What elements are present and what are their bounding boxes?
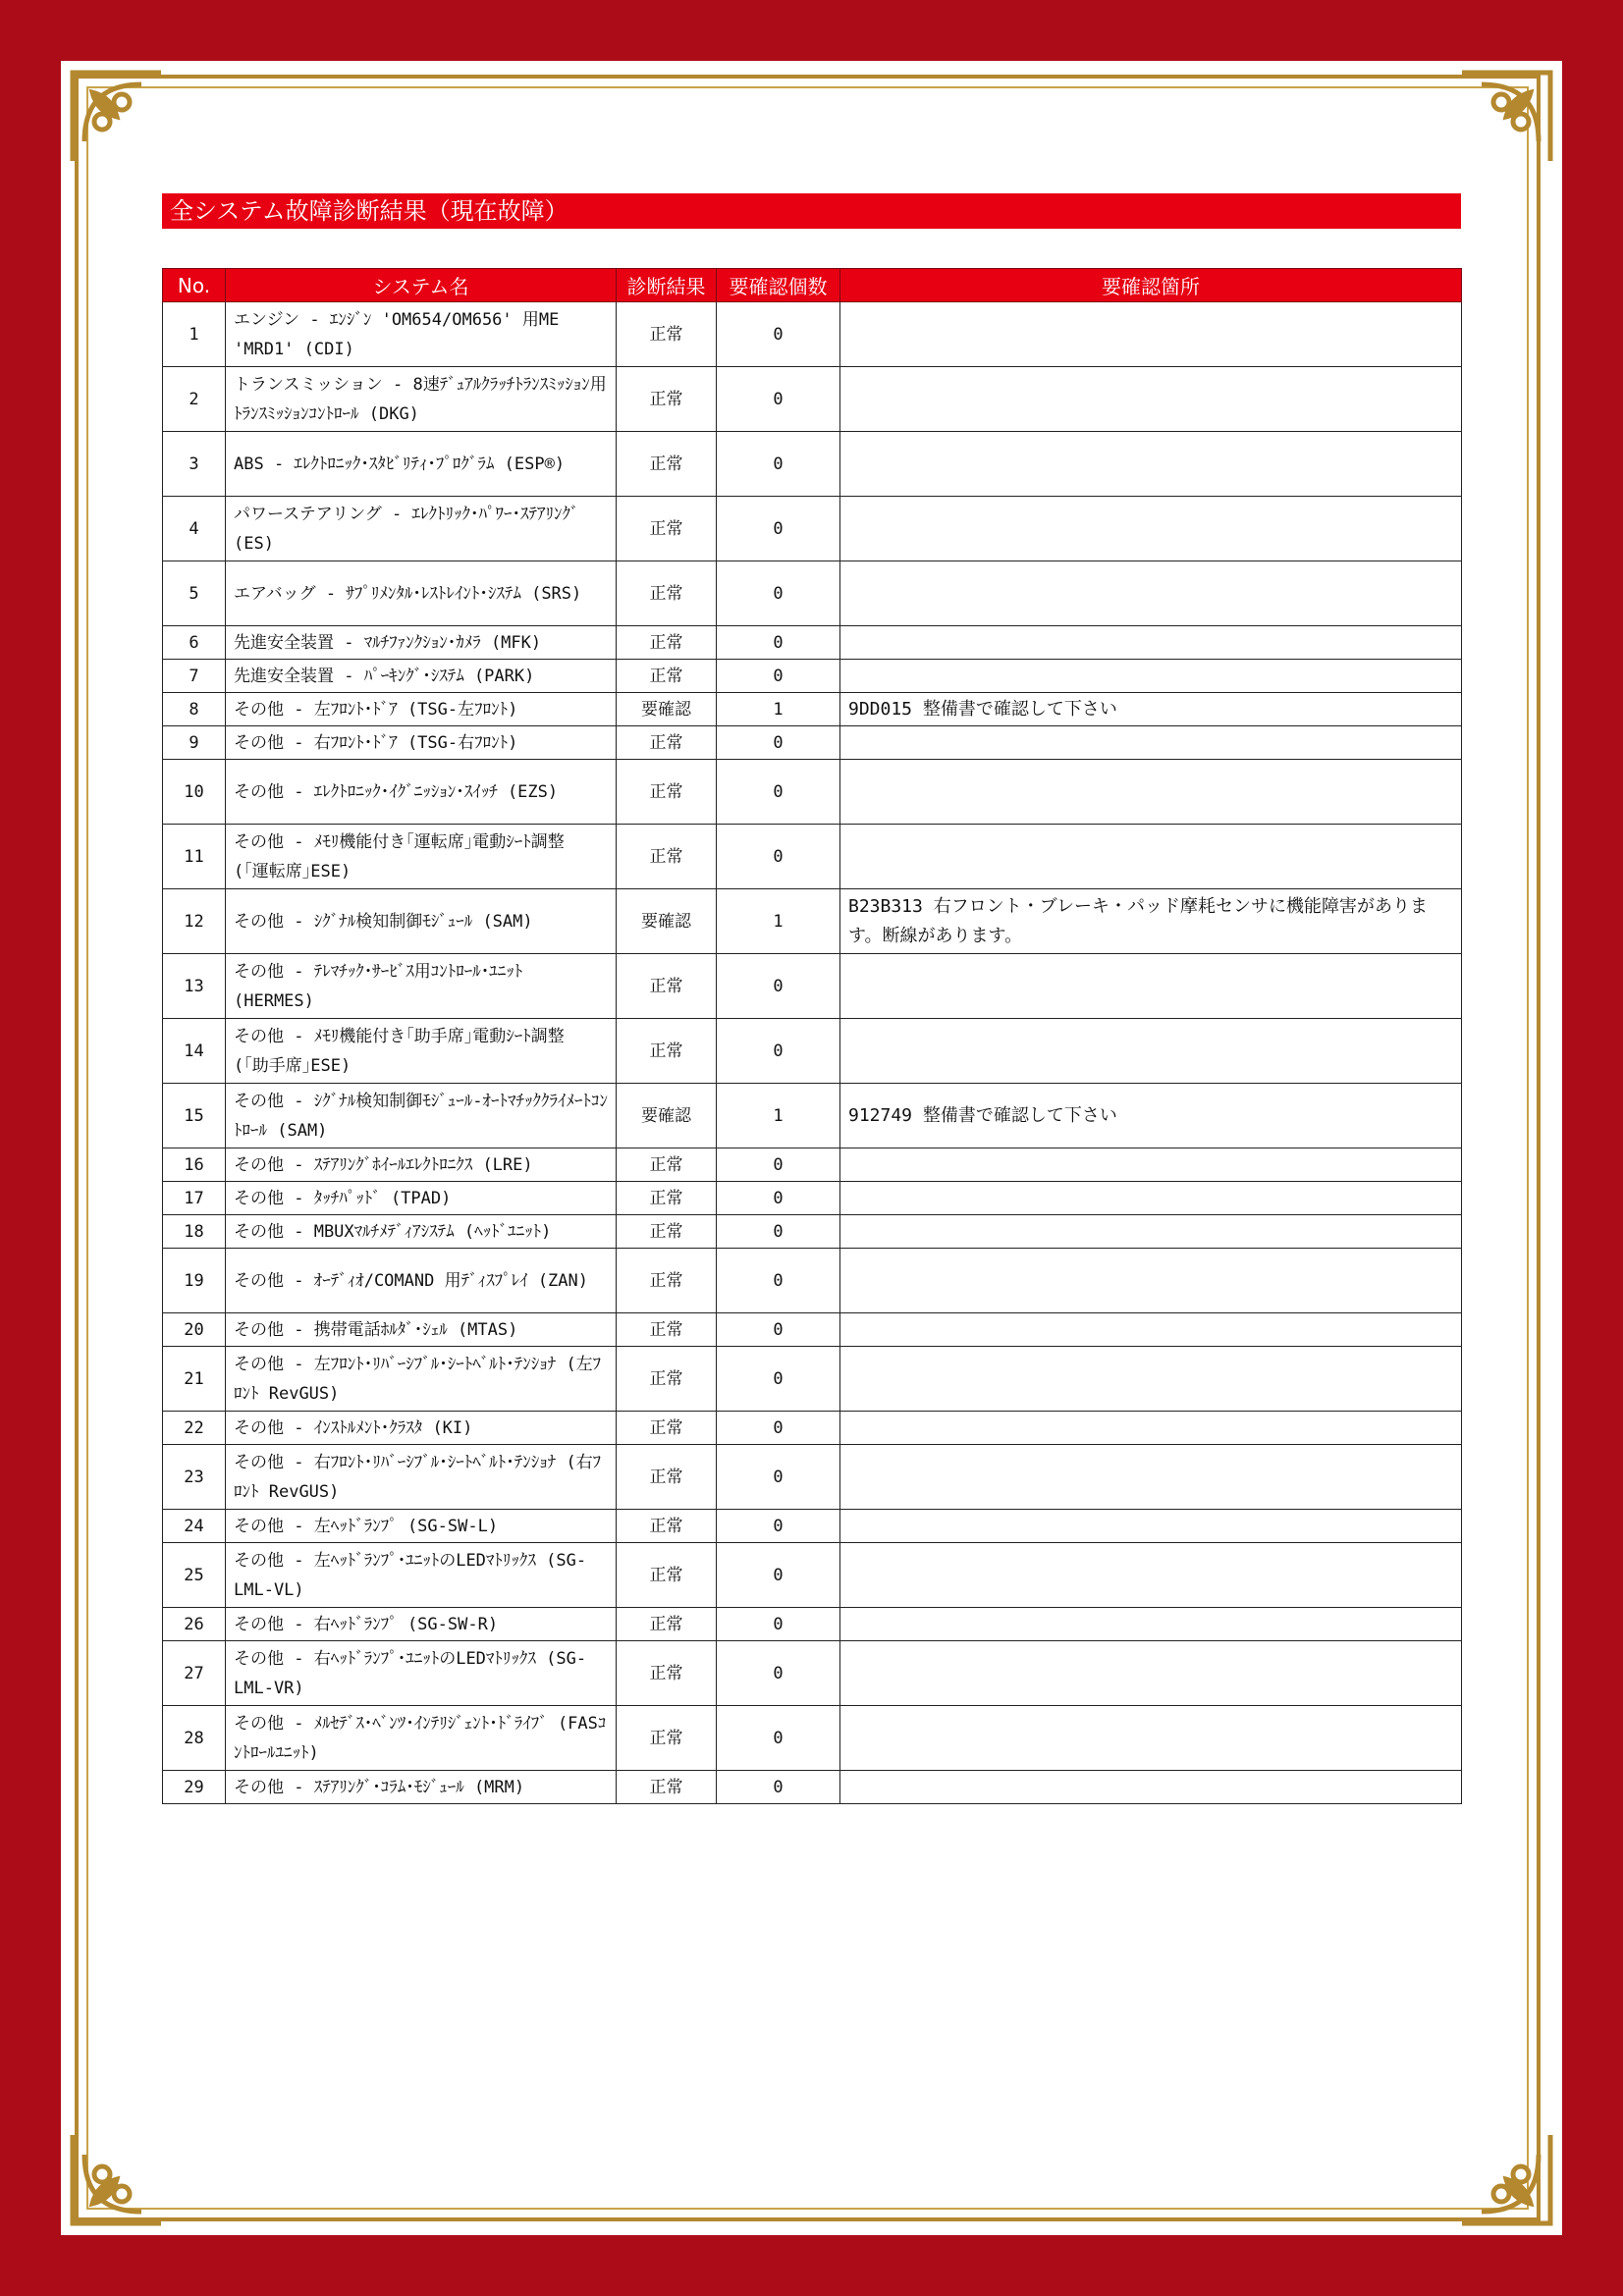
check-location: B23B313 右フロント・ブレーキ・パッド摩耗センサに機能障害があります。断線があります。 bbox=[840, 889, 1462, 954]
diagnosis-table bbox=[162, 268, 1462, 1804]
table-row bbox=[163, 1771, 1462, 1804]
column-header-result: 診断結果 bbox=[617, 269, 717, 302]
diagnosis-result: 正常 bbox=[617, 1019, 717, 1084]
check-count: 0 bbox=[717, 302, 840, 367]
check-location bbox=[840, 660, 1462, 693]
check-location bbox=[840, 1182, 1462, 1215]
row-number: 8 bbox=[163, 693, 226, 726]
system-name: その他 - ｽﾃｱﾘﾝｸﾞﾎｲｰﾙｴﾚｸﾄﾛﾆｸｽ (LRE) bbox=[226, 1148, 617, 1182]
check-count: 0 bbox=[717, 1148, 840, 1182]
row-number: 14 bbox=[163, 1019, 226, 1084]
check-count: 0 bbox=[717, 1347, 840, 1412]
check-location bbox=[840, 1510, 1462, 1543]
system-name: その他 - 携帯電話ﾎﾙﾀﾞ･ｼｪﾙ (MTAS) bbox=[226, 1313, 617, 1347]
row-number: 11 bbox=[163, 825, 226, 889]
check-count: 0 bbox=[717, 1412, 840, 1445]
row-number: 24 bbox=[163, 1510, 226, 1543]
check-count: 0 bbox=[717, 626, 840, 660]
table-row bbox=[163, 660, 1462, 693]
table-row bbox=[163, 889, 1462, 954]
table-row bbox=[163, 561, 1462, 626]
row-number: 17 bbox=[163, 1182, 226, 1215]
table-row bbox=[163, 1641, 1462, 1706]
system-name: その他 - MBUXﾏﾙﾁﾒﾃﾞｨｱｼｽﾃﾑ (ﾍｯﾄﾞﾕﾆｯﾄ) bbox=[226, 1215, 617, 1249]
row-number: 15 bbox=[163, 1084, 226, 1148]
check-count: 1 bbox=[717, 889, 840, 954]
check-count: 1 bbox=[717, 693, 840, 726]
check-location: 912749 整備書で確認して下さい bbox=[840, 1084, 1462, 1148]
table-row bbox=[163, 497, 1462, 561]
system-name: その他 - ﾒﾓﾘ機能付き｢運転席｣電動ｼｰﾄ調整 (｢運転席｣ESE) bbox=[226, 825, 617, 889]
table-row bbox=[163, 760, 1462, 825]
diagnosis-result: 正常 bbox=[617, 825, 717, 889]
diagnosis-result: 要確認 bbox=[617, 889, 717, 954]
table-row bbox=[163, 432, 1462, 497]
check-location bbox=[840, 1706, 1462, 1771]
row-number: 21 bbox=[163, 1347, 226, 1412]
row-number: 13 bbox=[163, 954, 226, 1019]
diagnosis-result: 正常 bbox=[617, 561, 717, 626]
table-row bbox=[163, 1412, 1462, 1445]
table-row bbox=[163, 1148, 1462, 1182]
system-name: パワーステアリング - ｴﾚｸﾄﾘｯｸ･ﾊﾟﾜｰ･ｽﾃｱﾘﾝｸﾞ (ES) bbox=[226, 497, 617, 561]
diagnosis-result: 正常 bbox=[617, 302, 717, 367]
check-count: 0 bbox=[717, 1771, 840, 1804]
diagnosis-result: 正常 bbox=[617, 367, 717, 432]
column-header-no: No. bbox=[163, 269, 226, 302]
check-location bbox=[840, 432, 1462, 497]
check-location bbox=[840, 1543, 1462, 1608]
check-count: 0 bbox=[717, 1019, 840, 1084]
table-row bbox=[163, 954, 1462, 1019]
row-number: 23 bbox=[163, 1445, 226, 1510]
table-row bbox=[163, 1084, 1462, 1148]
diagnosis-result: 正常 bbox=[617, 1771, 717, 1804]
table-row bbox=[163, 1215, 1462, 1249]
check-count: 0 bbox=[717, 1510, 840, 1543]
system-name: ABS - ｴﾚｸﾄﾛﾆｯｸ･ｽﾀﾋﾞﾘﾃｨ･ﾌﾟﾛｸﾞﾗﾑ (ESP®) bbox=[226, 432, 617, 497]
diagnosis-result: 正常 bbox=[617, 660, 717, 693]
table-row bbox=[163, 1019, 1462, 1084]
row-number: 18 bbox=[163, 1215, 226, 1249]
table-row bbox=[163, 1608, 1462, 1641]
column-header-location: 要確認箇所 bbox=[840, 269, 1462, 302]
table-row bbox=[163, 1510, 1462, 1543]
check-location bbox=[840, 1148, 1462, 1182]
check-count: 0 bbox=[717, 1641, 840, 1706]
check-location bbox=[840, 1313, 1462, 1347]
system-name: その他 - 左ﾍｯﾄﾞﾗﾝﾌﾟ (SG-SW-L) bbox=[226, 1510, 617, 1543]
section-title: 全システム故障診断結果（現在故障） bbox=[162, 193, 1461, 229]
check-count: 0 bbox=[717, 1182, 840, 1215]
table-row bbox=[163, 367, 1462, 432]
system-name: その他 - 左ﾌﾛﾝﾄ･ﾄﾞｱ (TSG-左ﾌﾛﾝﾄ) bbox=[226, 693, 617, 726]
system-name: その他 - ｲﾝｽﾄﾙﾒﾝﾄ･ｸﾗｽﾀ (KI) bbox=[226, 1412, 617, 1445]
table-row bbox=[163, 1347, 1462, 1412]
table-row bbox=[163, 726, 1462, 760]
row-number: 12 bbox=[163, 889, 226, 954]
table-row bbox=[163, 825, 1462, 889]
check-count: 0 bbox=[717, 432, 840, 497]
row-number: 19 bbox=[163, 1249, 226, 1313]
check-location bbox=[840, 1249, 1462, 1313]
check-count: 0 bbox=[717, 825, 840, 889]
diagnosis-result: 正常 bbox=[617, 1249, 717, 1313]
check-count: 0 bbox=[717, 726, 840, 760]
row-number: 22 bbox=[163, 1412, 226, 1445]
check-count: 0 bbox=[717, 954, 840, 1019]
diagnosis-result: 正常 bbox=[617, 626, 717, 660]
system-name: その他 - 右ﾍｯﾄﾞﾗﾝﾌﾟ･ﾕﾆｯﾄのLEDﾏﾄﾘｯｸｽ (SG-LML-VR) bbox=[226, 1641, 617, 1706]
diagnosis-result: 正常 bbox=[617, 1445, 717, 1510]
corner-ornament-icon bbox=[63, 2123, 173, 2233]
row-number: 2 bbox=[163, 367, 226, 432]
check-location bbox=[840, 497, 1462, 561]
check-location bbox=[840, 760, 1462, 825]
check-count: 0 bbox=[717, 1543, 840, 1608]
check-count: 1 bbox=[717, 1084, 840, 1148]
check-location bbox=[840, 1608, 1462, 1641]
system-name: その他 - 左ﾌﾛﾝﾄ･ﾘﾊﾞｰｼﾌﾞﾙ･ｼｰﾄﾍﾞﾙﾄ･ﾃﾝｼｮﾅ (左ﾌﾛﾝﾄ RevGUS) bbox=[226, 1347, 617, 1412]
check-count: 0 bbox=[717, 497, 840, 561]
system-name: その他 - 右ﾌﾛﾝﾄ･ﾘﾊﾞｰｼﾌﾞﾙ･ｼｰﾄﾍﾞﾙﾄ･ﾃﾝｼｮﾅ (右ﾌﾛﾝﾄ RevGUS) bbox=[226, 1445, 617, 1510]
diagnosis-result: 正常 bbox=[617, 1543, 717, 1608]
row-number: 6 bbox=[163, 626, 226, 660]
column-header-system: システム名 bbox=[226, 269, 617, 302]
check-location bbox=[840, 561, 1462, 626]
row-number: 3 bbox=[163, 432, 226, 497]
check-count: 0 bbox=[717, 1215, 840, 1249]
check-location bbox=[840, 1445, 1462, 1510]
row-number: 29 bbox=[163, 1771, 226, 1804]
system-name: その他 - ﾒﾙｾﾃﾞｽ･ﾍﾞﾝﾂ･ｲﾝﾃﾘｼﾞｪﾝﾄ･ﾄﾞﾗｲﾌﾞ (FASｺﾝﾄﾛｰﾙﾕﾆｯﾄ) bbox=[226, 1706, 617, 1771]
row-number: 9 bbox=[163, 726, 226, 760]
corner-ornament-icon bbox=[63, 63, 173, 173]
table-row bbox=[163, 302, 1462, 367]
check-location: 9DD015 整備書で確認して下さい bbox=[840, 693, 1462, 726]
diagnosis-result: 正常 bbox=[617, 726, 717, 760]
system-name: その他 - ﾃﾚﾏﾁｯｸ･ｻｰﾋﾞｽ用ｺﾝﾄﾛｰﾙ･ﾕﾆｯﾄ (HERMES) bbox=[226, 954, 617, 1019]
check-location bbox=[840, 302, 1462, 367]
diagnosis-result: 正常 bbox=[617, 760, 717, 825]
diagnosis-result: 正常 bbox=[617, 1706, 717, 1771]
system-name: その他 - ﾒﾓﾘ機能付き｢助手席｣電動ｼｰﾄ調整 (｢助手席｣ESE) bbox=[226, 1019, 617, 1084]
diagnosis-result: 正常 bbox=[617, 1215, 717, 1249]
table-row bbox=[163, 693, 1462, 726]
diagnosis-result: 正常 bbox=[617, 1347, 717, 1412]
check-count: 0 bbox=[717, 1608, 840, 1641]
diagnosis-result: 正常 bbox=[617, 1313, 717, 1347]
check-count: 0 bbox=[717, 660, 840, 693]
check-location bbox=[840, 626, 1462, 660]
system-name: その他 - ﾀｯﾁﾊﾟｯﾄﾞ (TPAD) bbox=[226, 1182, 617, 1215]
row-number: 20 bbox=[163, 1313, 226, 1347]
check-location bbox=[840, 1347, 1462, 1412]
check-count: 0 bbox=[717, 1706, 840, 1771]
check-count: 0 bbox=[717, 561, 840, 626]
diagnosis-result: 正常 bbox=[617, 1182, 717, 1215]
row-number: 7 bbox=[163, 660, 226, 693]
corner-ornament-icon bbox=[1450, 63, 1560, 173]
check-count: 0 bbox=[717, 1445, 840, 1510]
system-name: その他 - ｽﾃｱﾘﾝｸﾞ･ｺﾗﾑ･ﾓｼﾞｭｰﾙ (MRM) bbox=[226, 1771, 617, 1804]
system-name: 先進安全装置 - ﾏﾙﾁﾌｧﾝｸｼｮﾝ･ｶﾒﾗ (MFK) bbox=[226, 626, 617, 660]
table-row bbox=[163, 1706, 1462, 1771]
diagnosis-result: 正常 bbox=[617, 1412, 717, 1445]
system-name: エンジン - ｴﾝｼﾞﾝ 'OM654/OM656' 用ME 'MRD1' (CDI) bbox=[226, 302, 617, 367]
system-name: トランスミッション - 8速ﾃﾞｭｱﾙｸﾗｯﾁﾄﾗﾝｽﾐｯｼｮﾝ用ﾄﾗﾝｽﾐｯｼｮﾝｺﾝﾄﾛｰﾙ (DKG) bbox=[226, 367, 617, 432]
diagnosis-result: 正常 bbox=[617, 432, 717, 497]
row-number: 5 bbox=[163, 561, 226, 626]
row-number: 1 bbox=[163, 302, 226, 367]
table-row bbox=[163, 1313, 1462, 1347]
check-location bbox=[840, 825, 1462, 889]
diagnosis-result: 要確認 bbox=[617, 1084, 717, 1148]
diagnosis-result: 正常 bbox=[617, 1148, 717, 1182]
check-location bbox=[840, 1641, 1462, 1706]
diagnosis-result: 正常 bbox=[617, 954, 717, 1019]
check-count: 0 bbox=[717, 760, 840, 825]
row-number: 10 bbox=[163, 760, 226, 825]
column-header-count: 要確認個数 bbox=[717, 269, 840, 302]
check-location bbox=[840, 367, 1462, 432]
diagnosis-result: 正常 bbox=[617, 1608, 717, 1641]
system-name: その他 - ｼｸﾞﾅﾙ検知制御ﾓｼﾞｭｰﾙ-ｵｰﾄﾏﾁｯｸｸﾗｲﾒｰﾄｺﾝﾄﾛｰﾙ (SAM) bbox=[226, 1084, 617, 1148]
check-location bbox=[840, 954, 1462, 1019]
row-number: 27 bbox=[163, 1641, 226, 1706]
row-number: 25 bbox=[163, 1543, 226, 1608]
table-row bbox=[163, 1182, 1462, 1215]
diagnosis-result: 要確認 bbox=[617, 693, 717, 726]
row-number: 28 bbox=[163, 1706, 226, 1771]
table-row bbox=[163, 1543, 1462, 1608]
row-number: 4 bbox=[163, 497, 226, 561]
table-row bbox=[163, 626, 1462, 660]
row-number: 26 bbox=[163, 1608, 226, 1641]
table-row bbox=[163, 1249, 1462, 1313]
system-name: その他 - 右ﾌﾛﾝﾄ･ﾄﾞｱ (TSG-右ﾌﾛﾝﾄ) bbox=[226, 726, 617, 760]
check-count: 0 bbox=[717, 367, 840, 432]
system-name: その他 - ｼｸﾞﾅﾙ検知制御ﾓｼﾞｭｰﾙ (SAM) bbox=[226, 889, 617, 954]
corner-ornament-icon bbox=[1450, 2123, 1560, 2233]
system-name: 先進安全装置 - ﾊﾟｰｷﾝｸﾞ･ｼｽﾃﾑ (PARK) bbox=[226, 660, 617, 693]
check-location bbox=[840, 1215, 1462, 1249]
row-number: 16 bbox=[163, 1148, 226, 1182]
table-row bbox=[163, 1445, 1462, 1510]
check-location bbox=[840, 1019, 1462, 1084]
system-name: エアバッグ - ｻﾌﾟﾘﾒﾝﾀﾙ･ﾚｽﾄﾚｲﾝﾄ･ｼｽﾃﾑ (SRS) bbox=[226, 561, 617, 626]
system-name: その他 - ｵｰﾃﾞｨｵ/COMAND 用ﾃﾞｨｽﾌﾟﾚｲ (ZAN) bbox=[226, 1249, 617, 1313]
check-location bbox=[840, 726, 1462, 760]
check-location bbox=[840, 1771, 1462, 1804]
check-count: 0 bbox=[717, 1313, 840, 1347]
table-header-row bbox=[163, 269, 1462, 302]
system-name: その他 - 左ﾍｯﾄﾞﾗﾝﾌﾟ･ﾕﾆｯﾄのLEDﾏﾄﾘｯｸｽ (SG-LML-VL) bbox=[226, 1543, 617, 1608]
system-name: その他 - ｴﾚｸﾄﾛﾆｯｸ･ｲｸﾞﾆｯｼｮﾝ･ｽｲｯﾁ (EZS) bbox=[226, 760, 617, 825]
diagnosis-result: 正常 bbox=[617, 1641, 717, 1706]
diagnosis-result: 正常 bbox=[617, 1510, 717, 1543]
check-location bbox=[840, 1412, 1462, 1445]
system-name: その他 - 右ﾍｯﾄﾞﾗﾝﾌﾟ (SG-SW-R) bbox=[226, 1608, 617, 1641]
diagnosis-result: 正常 bbox=[617, 497, 717, 561]
check-count: 0 bbox=[717, 1249, 840, 1313]
